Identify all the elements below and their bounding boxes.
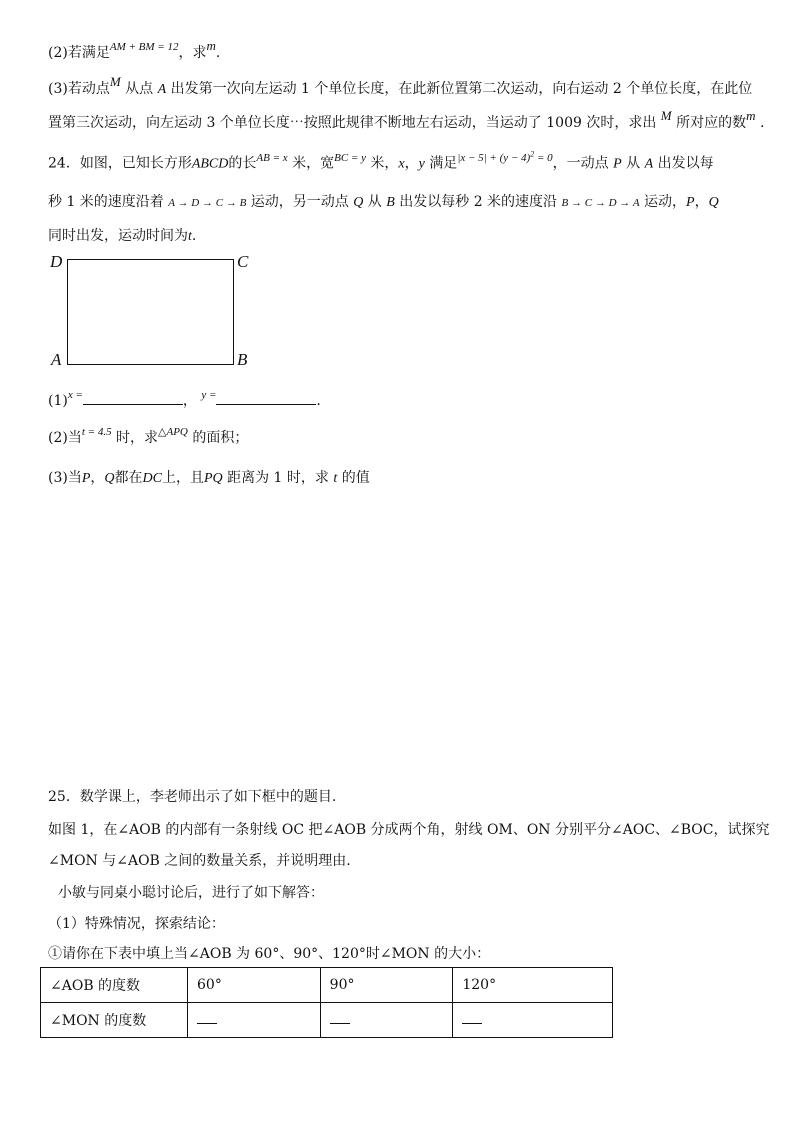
table-cell xyxy=(453,1003,613,1038)
path-bcda: B → C → D → A xyxy=(561,197,640,209)
rectangle-abcd-figure xyxy=(67,259,234,365)
table-cell xyxy=(320,1003,453,1038)
q25-para5: ①请你在下表中填上当∠AOB 为 60°、90°、120°时∠MON 的大小： xyxy=(48,946,491,962)
q25-title: 25．数学课上，李老师出示了如下框中的题目. xyxy=(48,789,337,805)
answer-blank-y[interactable] xyxy=(216,390,316,405)
q25-para4: （1）特殊情况，探索结论： xyxy=(48,916,225,932)
table-row xyxy=(41,1003,613,1038)
path-adcb: A → D → C → B xyxy=(168,197,247,209)
q24-line3: 同时出发，运动时间为t. xyxy=(48,228,197,244)
table-cell: 90° xyxy=(320,968,453,1003)
answer-blank-x[interactable] xyxy=(83,390,183,405)
table-row xyxy=(41,968,613,1003)
triangle-apq: △APQ xyxy=(158,426,188,438)
table-cell: 60° xyxy=(188,968,321,1003)
table-cell: 120° xyxy=(453,968,613,1003)
corner-label-b: B xyxy=(237,350,248,369)
answer-blank-120[interactable] xyxy=(462,1013,482,1024)
table-cell: ∠MON 的度数 xyxy=(41,1003,188,1038)
formula-am-bm: AM + BM = 12 xyxy=(109,41,179,53)
table-cell xyxy=(188,1003,321,1038)
q23-part2: (2)若满足$^{AM + BM = 12}$，求m. xyxy=(48,38,221,61)
answer-blank-60[interactable] xyxy=(197,1013,217,1024)
q25-para1: 如图 1，在∠AOB 的内部有一条射线 OC 把∠AOB 分成两个角，射线 OM、ON 分别平分∠AOC、∠BOC，试探究 xyxy=(48,822,770,838)
q25-para3: 小敏与同桌小聪讨论后，进行了如下解答： xyxy=(58,885,324,901)
corner-label-a: A xyxy=(51,350,62,369)
corner-label-c: C xyxy=(237,252,249,271)
absolute-value-equation: |x − 5| + (y − 4)2 = 0 xyxy=(457,149,553,164)
q24-line2: 秒 1 米的速度沿着 A → D → C → B 运动，另一动点 Q 从 B 出发以每秒 2 米的速度沿 B → C → D → A 运动，P，Q xyxy=(48,194,719,210)
table-cell: ∠AOB 的度数 xyxy=(41,968,188,1003)
q24-sub1: $(1)^{x =}$ ， $^{y =}$ . xyxy=(48,389,321,409)
angle-table xyxy=(40,967,613,1038)
answer-blank-90[interactable] xyxy=(330,1013,350,1024)
q24-line1: 24．如图，已知长方形ABCD的长$^{AB = x}$ 米，宽$^{BC = y}$ 米，x，y 满足$^{|x - 5| + (y - 4)^2 = 0}$，一动点 P 从 A 出发以每 xyxy=(48,149,714,172)
q24-sub3: (3)当P，Q都在DC上，且PQ 距离为 1 时，求 t 的值 xyxy=(48,470,370,486)
q23-part3-line1: (3)若动点M 从点 A 出发第一次向左运动 1 个单位长度，在此新位置第二次运动，向右运动 2 个单位长度，在此位 xyxy=(48,74,753,97)
q23-part3-line2: 置第三次运动，向左运动 3 个单位长度⋯按照此规律不断地左右运动，当运动了 1009 次时，求出 M 所对应的数m . xyxy=(48,108,765,131)
corner-label-d: D xyxy=(50,252,63,271)
q25-para2: ∠MON 与∠AOB 之间的数量关系，并说明理由. xyxy=(48,853,351,869)
q24-sub2: (2)当$^{t = 4.5}$ 时，求$^{\triangle APQ}$ 的面积； xyxy=(48,426,249,446)
